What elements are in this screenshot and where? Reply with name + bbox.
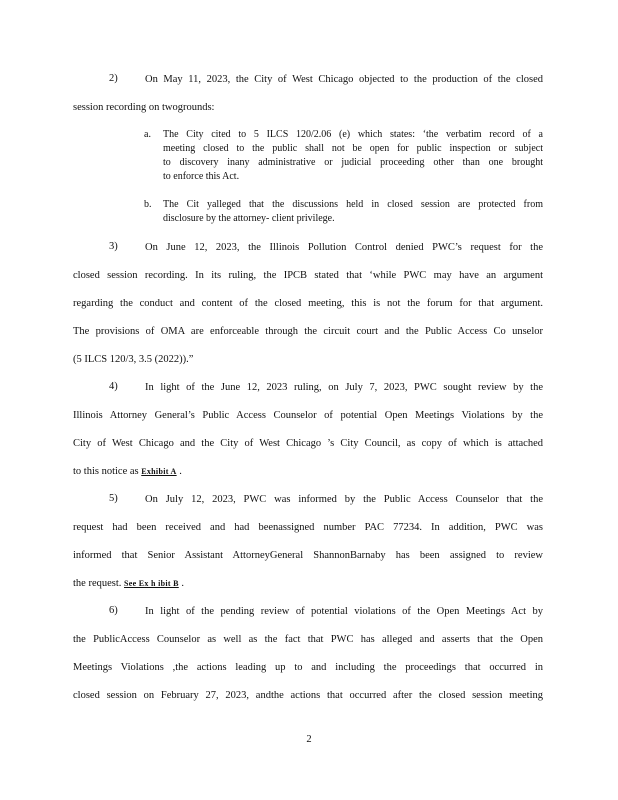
- paragraph-4-line-2: Illinois Attorney General’s Public Access Counselor of potential Open Meetings Violations by the: [73, 410, 543, 421]
- paragraph-3-line-1: On June 12, 2023, the Illinois Pollution Control denied PWC’s request for the: [145, 242, 543, 253]
- paragraph-5-line-1: On July 12, 2023, PWC was informed by the Public Access Counselor that the: [145, 494, 543, 505]
- paragraph-2-line-1: On May 11, 2023, the City of West Chicago objected to the production of the closed: [145, 74, 543, 85]
- paragraph-6-line-2: the PublicAccess Counselor as well as the fact that PWC has alleged and asserts that the Open: [73, 634, 543, 645]
- subitem-a-line-4: to enforce this Act.: [163, 171, 240, 182]
- subitem-a-line-1: The City cited to 5 ILCS 120/2.06 (e) which states: ‘the verbatim record of a: [163, 129, 543, 140]
- paragraph-4-line-4-end: .: [176, 466, 182, 477]
- paragraph-6-line-4: closed session on February 27, 2023, andthe actions that occurred after the closed session meeting: [73, 690, 543, 701]
- subitem-b-line-1: The Cit yalleged that the discussions held in closed session are protected from: [163, 199, 543, 210]
- paragraph-4-line-1: In light of the June 12, 2023 ruling, on July 7, 2023, PWC sought review by the: [145, 382, 543, 393]
- paragraph-4-number: 4): [109, 381, 118, 392]
- subitem-b-line-2: disclosure by the attorney- client privilege.: [163, 213, 335, 224]
- paragraph-5-line-3: informed that Senior Assistant AttorneyGeneral ShannonBarnaby has been assigned to review: [73, 550, 543, 561]
- subitem-a-marker: a.: [144, 129, 151, 140]
- paragraph-4-line-4: [73, 465, 543, 478]
- paragraph-5-line-2: request had been received and had beenassigned number PAC 77234. In addition, PWC was: [73, 522, 543, 533]
- subitem-b-marker: b.: [144, 199, 152, 210]
- paragraph-3-number: 3): [109, 241, 118, 252]
- paragraph-3-line-2: closed session recording. In its ruling, the IPCB stated that ‘while PWC may have an argument: [73, 270, 543, 281]
- paragraph-6-line-3: Meetings Violations ,the actions leading up to and including the proceedings that occurred in: [73, 662, 543, 673]
- paragraph-3-line-3: regarding the conduct and content of the closed meeting, this is not the forum for that argument.: [73, 298, 543, 309]
- paragraph-5-line-4-text: the request.: [73, 578, 125, 589]
- paragraph-2-line-2: session recording on twogrounds:: [73, 102, 215, 113]
- paragraph-4-line-4-text: to this notice as: [73, 466, 142, 477]
- paragraph-3-line-5: (5 ILCS 120/3, 3.5 (2022)).”: [73, 354, 194, 365]
- exhibit-a-link[interactable]: Exhibit A: [141, 467, 177, 476]
- subitem-a-line-3: to discovery inany administrative or judicial proceeding other than one brought: [163, 157, 543, 168]
- paragraph-4-line-3: City of West Chicago and the City of West Chicago ’s City Council, as copy of which is attached: [73, 438, 543, 449]
- paragraph-5-line-4-end: .: [178, 578, 185, 589]
- paragraph-6-line-1: In light of the pending review of potential violations of the Open Meetings Act by: [145, 606, 543, 617]
- exhibit-b-link[interactable]: See Ex h ibit B: [124, 579, 179, 588]
- paragraph-3-line-4: The provisions of OMA are enforceable through the circuit court and the Public Access Co unselor: [73, 326, 543, 337]
- page-number: 2: [306, 734, 312, 745]
- subitem-a-line-2: meeting closed to the public shall not be open for public inspection or subject: [163, 143, 543, 154]
- paragraph-6-number: 6): [109, 605, 118, 616]
- paragraph-5-line-4: [73, 577, 543, 590]
- paragraph-2-number: 2): [109, 73, 118, 84]
- paragraph-5-number: 5): [109, 493, 118, 504]
